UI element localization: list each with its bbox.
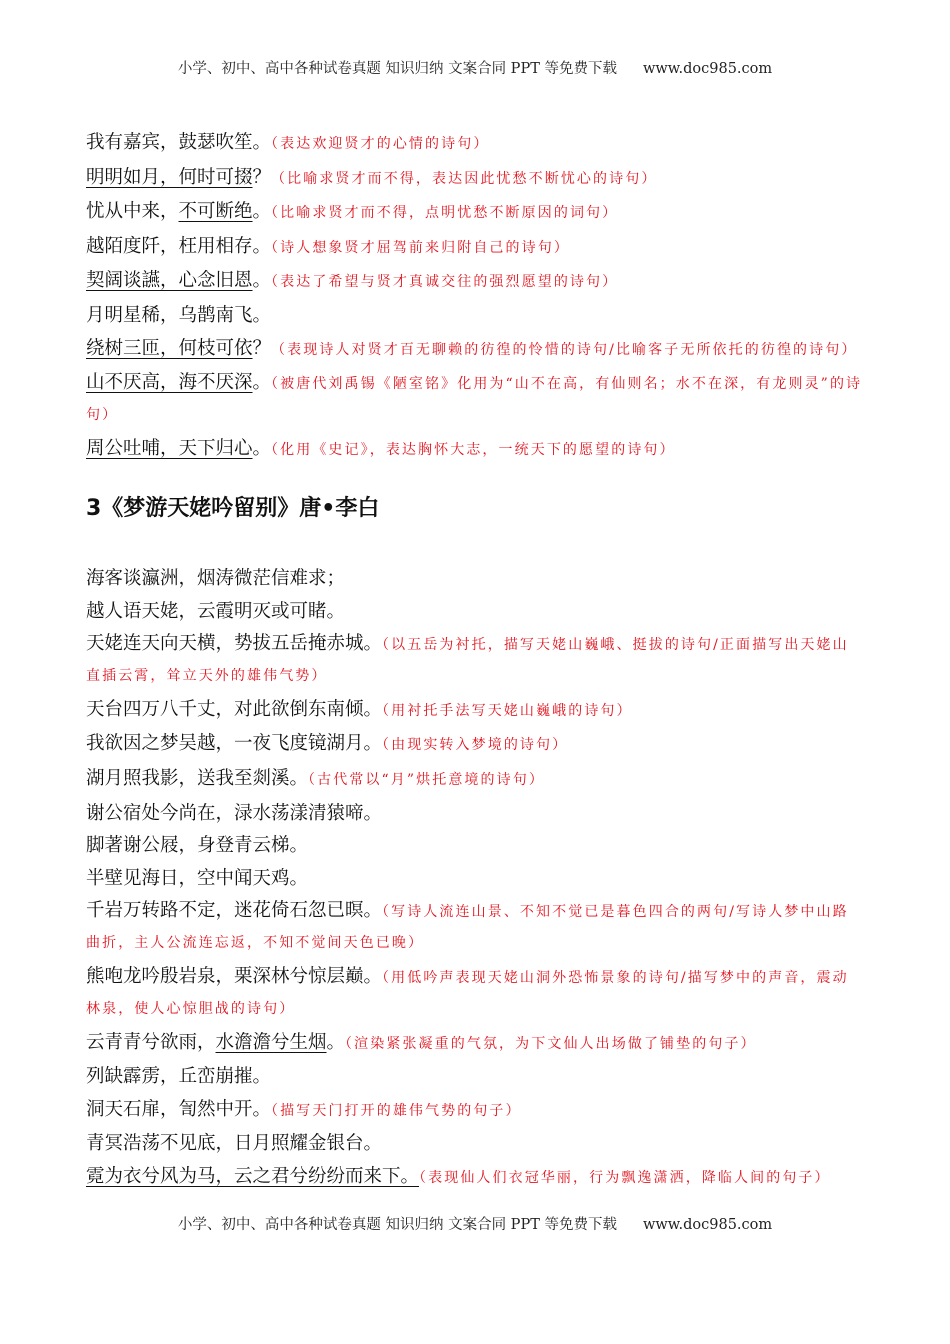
underlined-verse: 山不厌高，海不厌深 (86, 372, 253, 394)
annotation: （被唐代刘禹锡《陋室铭》化用为“山不在高，有仙则名；水不在深，有龙则灵”的诗句） (86, 376, 863, 424)
underlined-verse: 周公吐哺，天下归心 (86, 437, 253, 459)
underlined-verse: 绕树三匝，何枝可依 (86, 337, 253, 359)
annotation: （表现仙人们衣冠华丽，行为飘逸潇洒，降临人间的句子） (419, 1169, 831, 1186)
verse-text: 青冥浩荡不见底，日月照耀金银台。 (86, 1133, 383, 1155)
verse-text: 海客谈瀛洲，烟涛微茫信难求； (86, 568, 346, 589)
verse-text: 。 (252, 201, 272, 223)
verse-line (86, 301, 864, 330)
annotation: （以五岳为衬托，描写天姥山巍峨、挺拔的诗句/正面描写出天姥山直插云霄，耸立天外的雄伟气势） (86, 637, 849, 685)
verse-text: 。 (252, 372, 272, 394)
verse-text: 我有嘉宾，鼓瑟吹笙。 (86, 132, 272, 153)
verse-line (86, 864, 864, 893)
annotation: （化用《史记》，表达胸怀大志，一统天下的愿望的诗句） (271, 441, 676, 458)
verse-line (86, 896, 864, 958)
verse-text: ？ (252, 166, 272, 188)
poem-section-2 (86, 564, 864, 1197)
verse-line (86, 1129, 864, 1158)
verse-line (86, 128, 864, 159)
annotation: （描写天门打开的雄伟气势的句子） (271, 1102, 522, 1119)
footer-text: 小学、初中、高中各种试卷真题 知识归纳 文案合同 PPT 等免费下载 (177, 1217, 617, 1233)
verse-text: 脚著谢公屐，身登青云梯。 (86, 835, 309, 857)
verse-line (86, 695, 864, 726)
verse-line (86, 799, 864, 828)
header-text: 小学、初中、高中各种试卷真题 知识归纳 文案合同 PPT 等免费下载 (177, 61, 617, 77)
footer-url[interactable]: www.doc985.com (642, 1217, 773, 1233)
verse-line (86, 232, 864, 263)
underlined-verse: 霓为衣兮风为马，云之君兮纷纷而来下。 (86, 1165, 420, 1187)
verse-line (86, 334, 864, 365)
verse-text: 天台四万八千丈，对此欲倒东南倾。 (86, 698, 383, 720)
verse-text: 谢公宿处今尚在，渌水荡漾清猿啼。 (86, 802, 383, 824)
header-url[interactable]: www.doc985.com (642, 61, 773, 77)
verse-line (86, 1162, 864, 1193)
verse-text: 千岩万转路不定，迷花倚石忽已暝。 (86, 900, 383, 922)
underlined-verse: 契阔谈讌，心念旧恩 (86, 270, 253, 292)
verse-text: 忧从中来， (86, 201, 179, 223)
verse-line (86, 629, 864, 691)
annotation: （表现诗人对贤才百无聊赖的彷徨的怜惜的诗句/比喻客子无所依托的彷徨的诗句） (271, 341, 858, 358)
verse-text: 湖月照我影，送我至剡溪。 (86, 767, 309, 789)
verse-text: 列缺霹雳，丘峦崩摧。 (86, 1066, 272, 1088)
verse-line (86, 434, 864, 465)
page-footer (0, 1213, 950, 1234)
verse-line (86, 197, 864, 228)
verse-line (86, 597, 864, 626)
verse-text: 。 (326, 1031, 346, 1053)
verse-text: 天姥连天向天横，势拔五岳掩赤城。 (86, 633, 383, 655)
annotation: （用衬托手法写天姥山巍峨的诗句） (382, 702, 633, 719)
verse-line (86, 729, 864, 760)
verse-text: 月明星稀，乌鹊南飞。 (86, 304, 272, 326)
verse-text: 。 (252, 437, 272, 459)
verse-text: 云青青兮欲雨， (86, 1031, 216, 1053)
verse-text: 越人语天姥，云霞明灭或可睹。 (86, 600, 346, 622)
verse-line (86, 564, 864, 593)
verse-line (86, 1028, 864, 1059)
verse-line (86, 266, 864, 297)
verse-line (86, 368, 864, 430)
annotation: （诗人想象贤才屈驾前来归附自己的诗句） (271, 239, 570, 256)
verse-line (86, 1062, 864, 1091)
annotation: （古代常以“月”烘托意境的诗句） (308, 771, 545, 788)
annotation: （由现实转入梦境的诗句） (382, 737, 569, 754)
page-header (0, 57, 950, 78)
annotation: （用低吟声表现天姥山洞外恐怖景象的诗句/描写梦中的声音，震动林泉，使人心惊胆战的诗句） (86, 969, 849, 1017)
verse-text: ？ (252, 337, 272, 359)
verse-text: 我欲因之梦吴越，一夜飞度镜湖月。 (86, 733, 383, 755)
verse-text: 洞天石扉，訇然中开。 (86, 1098, 272, 1120)
verse-text: 越陌度阡，枉用相存。 (86, 235, 272, 257)
annotation: （渲染紧张凝重的气氛，为下文仙人出场做了铺垫的句子） (345, 1035, 757, 1052)
section-heading: 3《梦游天姥吟留别》唐•李白 (86, 496, 380, 521)
annotation: （比喻求贤才而不得，表达因此忧愁不断忧心的诗句） (271, 170, 658, 187)
annotation: （写诗人流连山景、不知不觉已是暮色四合的两句/写诗人梦中山路曲折，主人公流连忘返，不知不觉间天色已晚） (86, 904, 849, 952)
verse-line (86, 1095, 864, 1126)
underlined-verse: 不可断绝 (178, 201, 253, 223)
verse-line (86, 962, 864, 1024)
poem-section-1 (86, 128, 864, 468)
verse-text: 半壁见海日，空中闻天鸡。 (86, 867, 309, 889)
underlined-verse: 明明如月，何时可掇 (86, 166, 253, 188)
underlined-verse: 水澹澹兮生烟 (215, 1031, 327, 1053)
annotation: （表达欢迎贤才的心情的诗句） (271, 136, 490, 152)
verse-text: 熊咆龙吟殷岩泉，栗深林兮惊层巅。 (86, 965, 383, 987)
annotation: （表达了希望与贤才真诚交往的强烈愿望的诗句） (271, 274, 619, 291)
verse-line (86, 831, 864, 860)
verse-text: 。 (252, 270, 272, 292)
verse-line (86, 163, 864, 194)
verse-line (86, 764, 864, 795)
annotation: （比喻求贤才而不得，点明忧愁不断原因的词句） (271, 205, 619, 222)
